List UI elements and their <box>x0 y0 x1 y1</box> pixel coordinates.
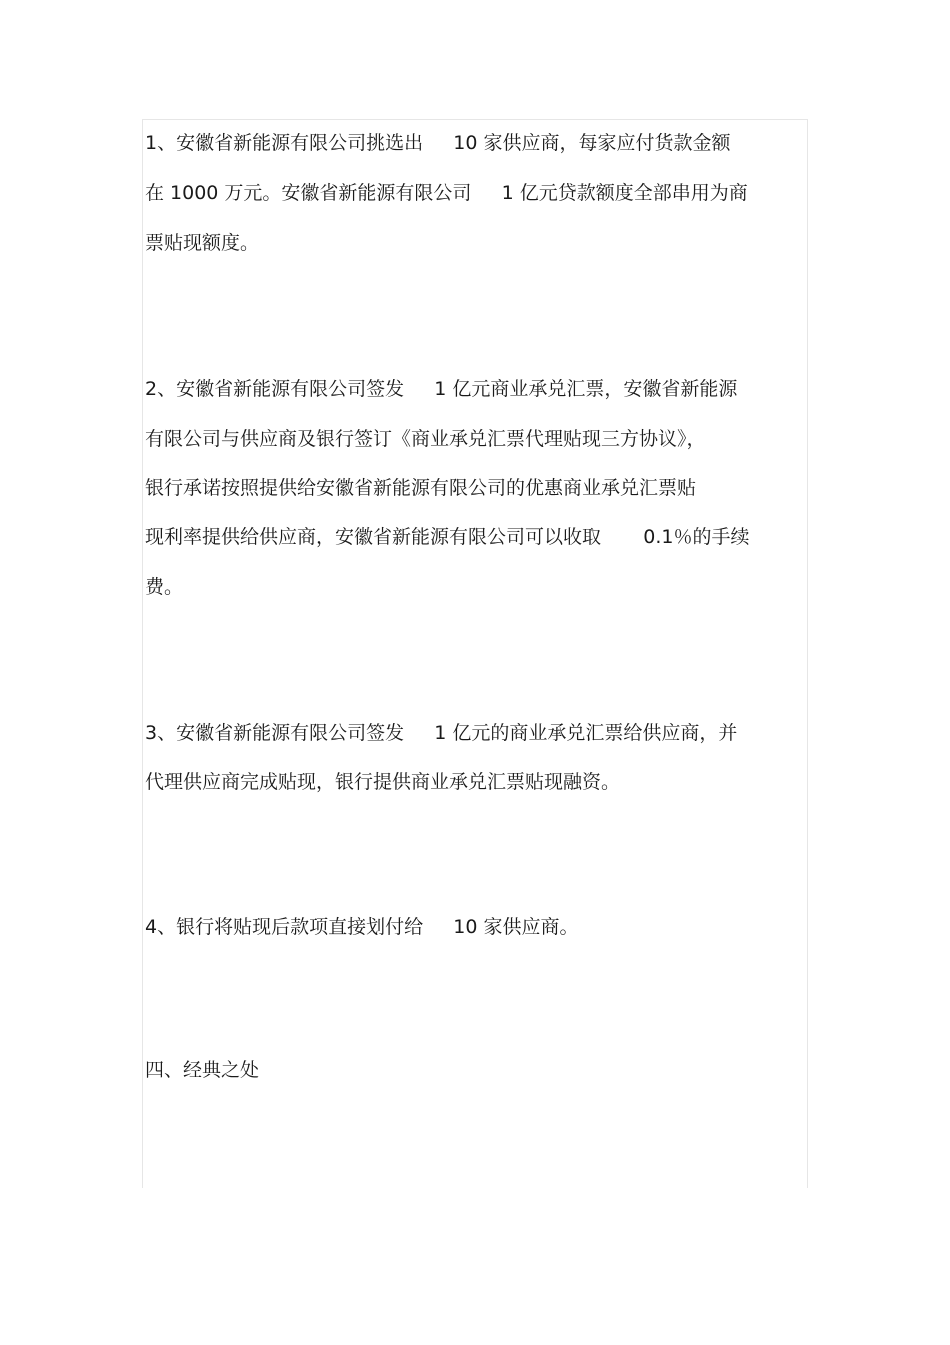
section-heading: 四、经典之处 <box>145 1059 260 1081</box>
paragraph-4-line-1: 4、银行将贴现后款项直接划付给 10 家供应商。 <box>145 916 579 938</box>
paragraph-2-line-4: 现利率提供给供应商，安徽省新能源有限公司可以收取 0.1％的手续 <box>145 526 750 548</box>
paragraph-2-line-2: 有限公司与供应商及银行签订《商业承兑汇票代理贴现三方协议》， <box>145 428 706 450</box>
paragraph-1-line-2: 在 1000 万元。安徽省新能源有限公司 1 亿元贷款额度全部串用为商 <box>145 182 748 204</box>
paragraph-3-line-2: 代理供应商完成贴现，银行提供商业承兑汇票贴现融资。 <box>145 771 621 793</box>
paragraph-2-line-1: 2、安徽省新能源有限公司签发 1 亿元商业承兑汇票，安徽省新能源 <box>145 378 738 400</box>
paragraph-2-line-3: 银行承诺按照提供给安徽省新能源有限公司的优惠商业承兑汇票贴 <box>145 477 697 499</box>
paragraph-3-line-1: 3、安徽省新能源有限公司签发 1 亿元的商业承兑汇票给供应商，并 <box>145 722 738 744</box>
page-frame <box>142 119 808 1188</box>
paragraph-2-line-5: 费。 <box>145 576 184 598</box>
paragraph-1-line-3: 票贴现额度。 <box>145 232 260 254</box>
paragraph-1-line-1: 1、安徽省新能源有限公司挑选出 10 家供应商，每家应付货款金额 <box>145 132 731 154</box>
